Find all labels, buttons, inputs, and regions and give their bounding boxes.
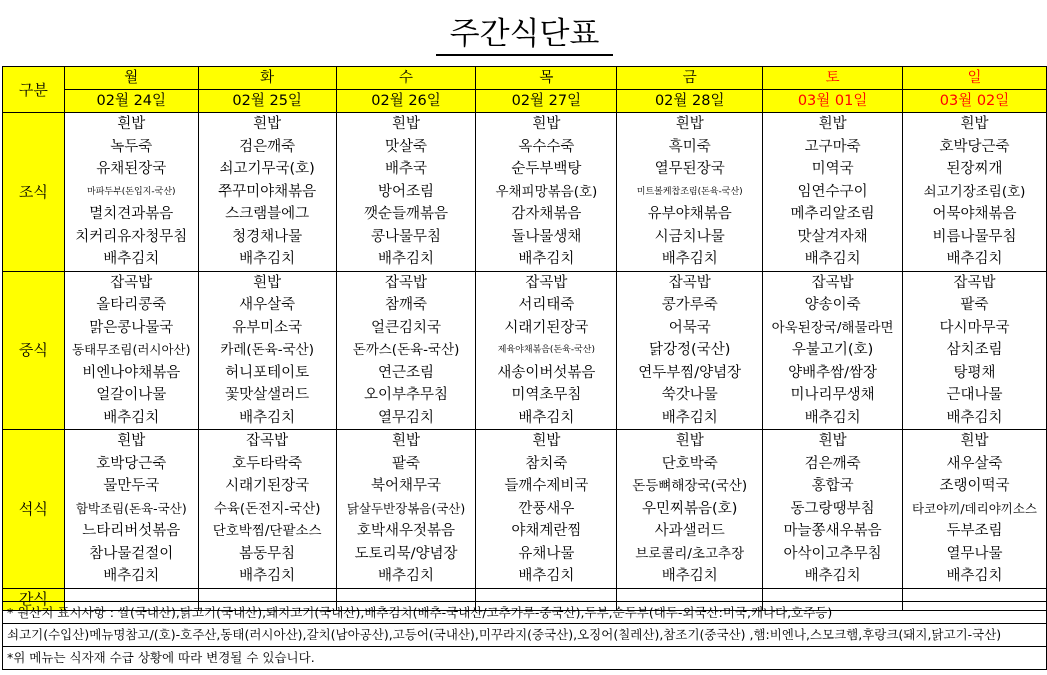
menu-item: 배추김치: [804, 568, 861, 584]
menu-cell: [763, 113, 903, 272]
menu-item: 타코야끼/데리야끼소스: [912, 500, 1037, 516]
menu-cell: [198, 113, 336, 272]
menu-item: 유부미소국: [232, 319, 303, 336]
menu-item: 근대나물: [946, 387, 1003, 403]
menu-item: 야채계란찜: [511, 523, 582, 539]
menu-item: 배추김치: [378, 251, 435, 267]
menu-item: 브로콜리/초고추장: [635, 545, 745, 562]
menu-item: 배추김치: [661, 568, 718, 584]
menu-item: 비엔나야채볶음: [82, 364, 181, 381]
menu-item: 열무된장국: [654, 161, 725, 177]
menu-item: 배추김치: [946, 251, 1003, 267]
menu-item: 잡곡밥: [246, 433, 289, 449]
date-cell: 02월 27일: [476, 90, 617, 113]
menu-item: 흰밥: [675, 116, 704, 132]
meal-row-dinner: [3, 430, 1047, 589]
menu-item: 마파두부(돈입지-국산): [87, 186, 176, 197]
menu-item: 녹두죽: [110, 138, 153, 155]
menu-item: 들깨수제비국: [504, 478, 589, 494]
menu-item: 새우살죽: [946, 455, 1003, 472]
day-cell: 금: [617, 67, 763, 90]
menu-item: 흰밥: [532, 433, 561, 449]
menu-item: 어묵국: [668, 319, 711, 336]
menu-item: 배추김치: [804, 251, 861, 267]
menu-item: 호박새우젓볶음: [357, 523, 456, 539]
menu-item: 미트볼케찹조림(돈육-국산): [636, 186, 743, 197]
menu-item: 호박당근죽: [939, 138, 1010, 155]
meal-row-breakfast: [3, 113, 1047, 272]
menu-item: 임연수구이: [797, 183, 868, 200]
menu-item: 양송이죽: [804, 297, 861, 313]
menu-item: 흰밥: [117, 433, 146, 449]
menu-cell: [476, 430, 617, 589]
date-cell: 02월 25일: [198, 90, 336, 113]
menu-item: 잡곡밥: [110, 274, 153, 291]
menu-item: 우채피망볶음(호): [495, 183, 598, 200]
menu-cell: [64, 430, 198, 589]
menu-item: 배추김치: [239, 251, 296, 267]
menu-item: 멸치견과볶음: [89, 206, 174, 222]
menu-item: 흰밥: [392, 433, 421, 449]
menu-item: 돈등뼈해장국(국산): [632, 478, 748, 494]
menu-item: 흰밥: [960, 433, 989, 449]
menu-item: 스크램블에그: [225, 206, 310, 222]
menu-item: 배추김치: [804, 409, 861, 426]
meal-row-lunch: [3, 271, 1047, 430]
menu-cell: [336, 113, 476, 272]
menu-item: 비름나물무침: [932, 228, 1017, 245]
menu-item: 얼큰김치국: [371, 319, 442, 336]
meal-label: 조식: [3, 113, 65, 272]
menu-item: 팥죽: [960, 297, 989, 313]
menu-item: 함박조림(돈육-국산): [75, 500, 187, 516]
day-cell: 화: [198, 67, 336, 90]
menu-item: 고구마죽: [804, 138, 861, 155]
menu-item: 콩나물무침: [371, 228, 442, 245]
menu-item: 배추김치: [103, 251, 160, 267]
menu-item: 맛살죽: [385, 138, 428, 155]
menu-item: 배추김치: [518, 409, 575, 426]
menu-cell: [336, 271, 476, 430]
menu-cell: [903, 271, 1047, 430]
menu-item: 방어조림: [378, 183, 435, 200]
menu-item: 배추김치: [661, 409, 718, 426]
meal-label: 석식: [3, 430, 65, 589]
menu-item: 깐풍새우: [518, 500, 575, 517]
menu-item: 흰밥: [253, 116, 282, 132]
menu-cell: [476, 113, 617, 272]
date-header-row: [3, 90, 1047, 113]
date-cell: 03월 01일: [763, 90, 903, 113]
menu-item: 조랭이떡국: [939, 478, 1010, 494]
menu-item: 도토리묵/양념장: [354, 545, 458, 562]
menu-item: 잡곡밥: [385, 274, 428, 291]
menu-item: 시래기된장국: [225, 478, 310, 494]
menu-item: 배추김치: [239, 409, 296, 426]
menu-item: 아욱된장국/해물라면: [771, 319, 894, 336]
menu-item: 흰밥: [675, 433, 704, 449]
menu-item: 검은깨죽: [804, 455, 861, 472]
menu-item: 배추김치: [661, 251, 718, 267]
menu-cell: [763, 430, 903, 589]
menu-item: 서리태죽: [518, 297, 575, 313]
menu-item: 배추김치: [518, 568, 575, 584]
menu-item: 연근조림: [378, 364, 435, 381]
menu-item: 미역초무침: [511, 387, 582, 403]
menu-item: 된장찌개: [946, 161, 1003, 177]
menu-item: 흰밥: [253, 274, 282, 291]
menu-item: 호박당근죽: [96, 455, 167, 472]
menu-item: 흰밥: [818, 116, 847, 132]
menu-item: 동태무조림(러시아산): [72, 342, 191, 357]
snack-label: 간식: [3, 588, 65, 610]
menu-item: 열무김치: [378, 409, 435, 426]
menu-cell: [476, 271, 617, 430]
menu-item: 배추국: [385, 161, 428, 177]
menu-item: 봄동무침: [239, 545, 296, 562]
menu-item: 메추리알조림: [790, 206, 875, 222]
title-text: 주간식단표: [436, 16, 614, 56]
menu-item: 배추김치: [239, 568, 296, 584]
menu-item: 닭살두반장볶음(국산): [346, 500, 466, 516]
menu-item: 배추김치: [103, 409, 160, 426]
menu-item: 배추김치: [103, 568, 160, 584]
menu-cell: [64, 113, 198, 272]
origin-note-2: 쇠고기(수입산)메뉴명참고/(호)-호주산,동태(러시아산),갈치(남아공산),고등어(국내산),미꾸라지(중국산),오징어(칠레산),참조기(중국산) ,햄:비엔나,스모크햄,후랑크(돼지,닭고기-국산): [2, 624, 1047, 647]
category-header: 구분: [3, 67, 65, 113]
menu-item: 잡곡밥: [668, 274, 711, 291]
menu-item: 잡곡밥: [953, 274, 996, 291]
menu-item: 흰밥: [117, 116, 146, 132]
menu-cell: [903, 430, 1047, 589]
menu-cell: [198, 271, 336, 430]
menu-item: 느타리버섯볶음: [82, 523, 181, 539]
menu-item: 잡곡밥: [525, 274, 568, 291]
menu-item: 검은깨죽: [239, 138, 296, 155]
menu-cell: [763, 271, 903, 430]
menu-cell: [617, 271, 763, 430]
menu-item: 쭈꾸미야채볶음: [218, 183, 317, 200]
menu-item: 콩가루죽: [661, 297, 718, 313]
menu-item: 호두타락죽: [232, 455, 303, 472]
menu-item: 북어채무국: [371, 478, 442, 494]
date-cell: 03월 02일: [903, 90, 1047, 113]
origin-note: * 원산지 표시사항 : 쌀(국내산),닭고기(국내산),돼지고기(국내산),배추김치(배추-국내산/고추가루-중국산),두부,순두부(대두-외국산:미국,캐나다,호주등): [2, 601, 1047, 624]
day-cell: 월: [64, 67, 198, 90]
menu-item: 흰밥: [392, 116, 421, 132]
menu-item: 유채된장국: [96, 161, 167, 177]
menu-item: 오이부추무침: [364, 387, 449, 403]
menu-item: 배추김치: [378, 568, 435, 584]
menu-item: 단호박찜/단팥소스: [212, 523, 322, 539]
menu-item: 미나리무생채: [790, 387, 875, 403]
menu-item: 새송이버섯볶음: [497, 364, 596, 381]
menu-item: 옥수수죽: [518, 138, 575, 155]
menu-item: 연두부찜/양념장: [638, 364, 742, 381]
menu-item: 돌나물생채: [511, 228, 582, 245]
menu-cell: [198, 430, 336, 589]
menu-item: 우불고기(호): [791, 342, 874, 358]
menu-item: 청경채나물: [232, 228, 303, 245]
menu-item: 쇠고기장조림(호): [923, 183, 1026, 200]
menu-item: 흑미죽: [668, 138, 711, 155]
menu-item: 카레(돈육-국산): [220, 342, 314, 358]
menu-item: 허니포테이토: [225, 364, 310, 381]
day-cell: 일: [903, 67, 1047, 90]
day-cell: 토: [763, 67, 903, 90]
menu-item: 단호박죽: [661, 455, 718, 472]
menu-item: 우민찌볶음(호): [642, 500, 738, 517]
menu-item: 미역국: [811, 161, 854, 177]
menu-cell: [336, 430, 476, 589]
menu-item: 꽃맛살샐러드: [225, 387, 310, 403]
menu-cell: [64, 271, 198, 430]
menu-item: 양배추쌈/쌈장: [788, 364, 878, 381]
menu-item: 새우살죽: [239, 297, 296, 313]
menu-item: 돈까스(돈육-국산): [352, 342, 460, 358]
menu-item: 홍합국: [811, 478, 854, 494]
menu-item: 맛살겨자채: [797, 228, 868, 245]
menu-item: 참치죽: [525, 455, 568, 472]
menu-item: 쇠고기무국(호): [219, 161, 315, 177]
day-header-row: [3, 67, 1047, 90]
menu-item: 삼치조림: [946, 342, 1003, 358]
meal-label: 중식: [3, 271, 65, 430]
date-cell: 02월 28일: [617, 90, 763, 113]
date-cell: 02월 24일: [64, 90, 198, 113]
menu-item: 시래기된장국: [504, 319, 589, 336]
menu-item: 아삭이고추무침: [783, 545, 882, 562]
menu-item: 참깨죽: [385, 297, 428, 313]
menu-cell: [903, 113, 1047, 272]
menu-item: 참나물겉절이: [89, 545, 174, 562]
page-title: [2, 14, 1047, 54]
menu-cell: [617, 113, 763, 272]
menu-item: 탕평채: [953, 364, 996, 381]
menu-item: 흰밥: [818, 433, 847, 449]
menu-item: 맑은콩나물국: [89, 319, 174, 336]
menu-item: 흰밥: [960, 116, 989, 132]
menu-item: 팥죽: [392, 455, 421, 472]
menu-item: 치커리유자청무침: [75, 228, 188, 245]
menu-item: 어묵야채볶음: [932, 206, 1017, 222]
menu-item: 동그랑땡부침: [790, 500, 875, 517]
menu-item: 사과샐러드: [654, 523, 725, 539]
menu-cell: [617, 430, 763, 589]
menu-item: 수육(돈전지-국산): [213, 500, 321, 517]
menu-item: 닭강정(국산): [649, 342, 731, 358]
menu-item: 다시마무국: [939, 319, 1010, 336]
menu-item: 배추김치: [946, 409, 1003, 426]
menu-sheet: [2, 0, 1047, 675]
menu-item: 유채나물: [518, 545, 575, 562]
menu-item: 순두부백탕: [511, 161, 582, 177]
menu-item: 물만두국: [103, 478, 160, 494]
date-cell: 02월 26일: [336, 90, 476, 113]
menu-item: 제육야채볶음(돈육-국산): [497, 345, 595, 355]
menu-item: 배추김치: [946, 568, 1003, 584]
menu-item: 흰밥: [532, 116, 561, 132]
menu-item: 올타리콩죽: [96, 297, 167, 313]
menu-item: 시금치나물: [654, 228, 725, 245]
menu-item: 두부조림: [946, 523, 1003, 539]
menu-item: 얼갈이나물: [96, 387, 167, 403]
menu-item: 배추김치: [518, 251, 575, 267]
menu-item: 잡곡밥: [811, 274, 854, 291]
day-cell: 수: [336, 67, 476, 90]
menu-item: 쑥갓나물: [661, 387, 718, 403]
menu-item: 열무나물: [946, 545, 1003, 562]
day-cell: 목: [476, 67, 617, 90]
menu-item: 마늘쫑새우볶음: [783, 523, 882, 539]
change-note: *위 메뉴는 식자재 수급 상황에 따라 변경될 수 있습니다.: [2, 647, 1047, 670]
weekly-menu-table: [2, 66, 1047, 611]
menu-item: 감자채볶음: [511, 206, 582, 222]
menu-item: 깻순들깨볶음: [364, 206, 449, 222]
menu-item: 유부야채볶음: [647, 206, 732, 222]
